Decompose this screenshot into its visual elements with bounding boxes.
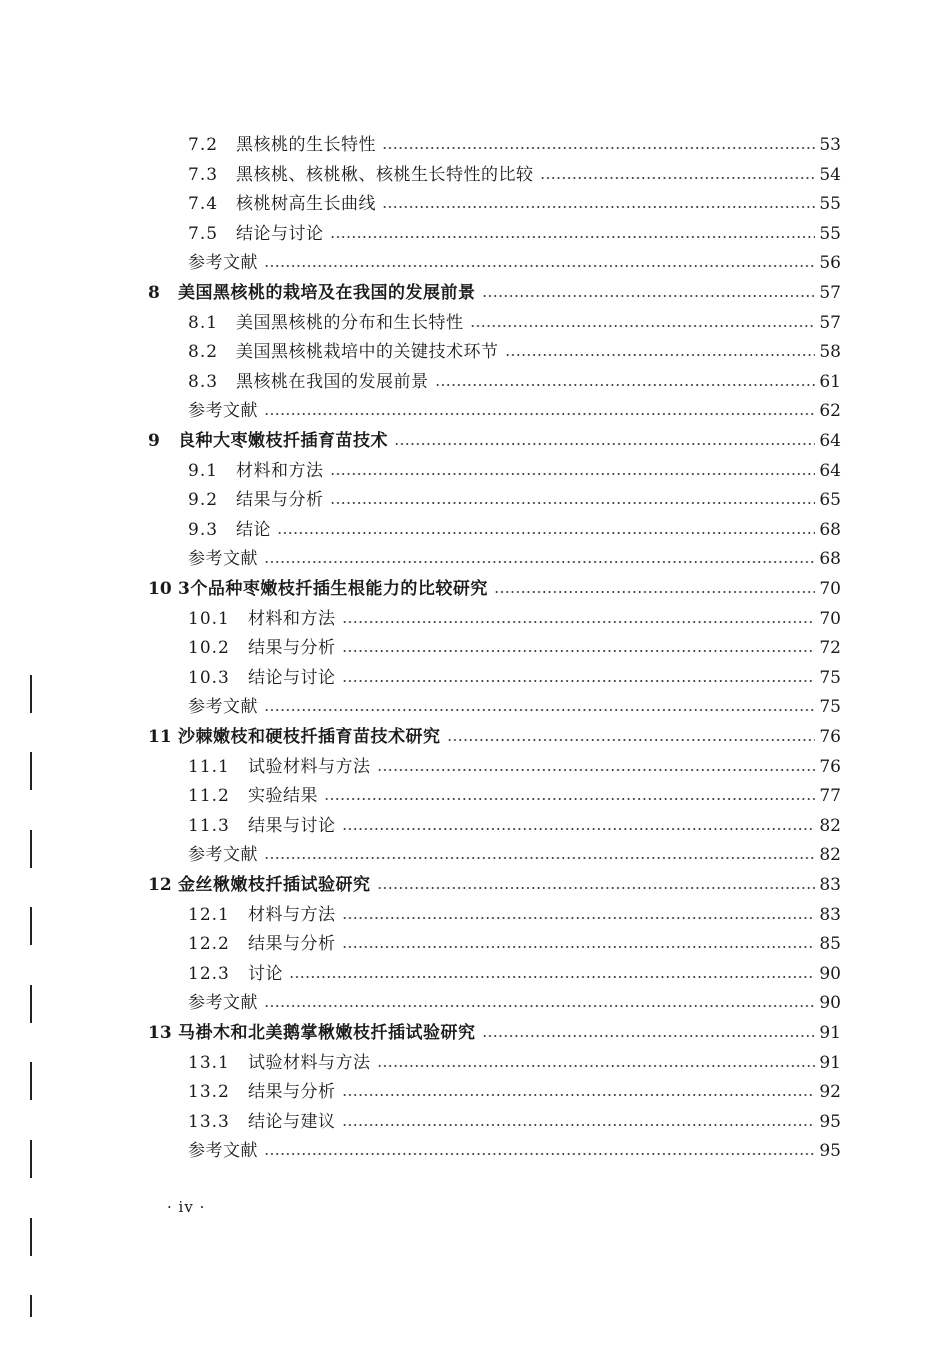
dot-leader (342, 1093, 816, 1097)
toc-entry-page-number: 62 (819, 401, 841, 422)
toc-entry-title: 美国黑核桃的分布和生长特性 (236, 312, 464, 333)
dot-leader (342, 827, 816, 831)
dot-leader (289, 975, 815, 979)
dot-leader (342, 1123, 816, 1127)
toc-entry-title: 参考文献 (188, 1141, 258, 1162)
toc-entry-page-number: 57 (819, 283, 841, 303)
toc-section-entry[interactable] (188, 1139, 841, 1163)
toc-entry-title: 结果与讨论 (248, 815, 336, 836)
toc-entry-page-number: 57 (819, 312, 841, 333)
toc-entry-title: 材料和方法 (236, 460, 324, 481)
toc-section-entry[interactable] (188, 370, 841, 394)
toc-entry-number: 12.1 (188, 904, 230, 925)
dot-leader (505, 353, 816, 357)
dot-leader (264, 1152, 815, 1156)
toc-entry-page-number: 90 (819, 963, 841, 984)
dot-leader (264, 856, 815, 860)
toc-section-entry[interactable] (188, 311, 841, 335)
toc-entry-number: 11.3 (188, 815, 230, 836)
toc-entry-title: 黑核桃的生长特性 (236, 135, 376, 155)
dot-leader (264, 264, 815, 268)
toc-entry-number: 12.3 (188, 963, 230, 984)
toc-entry-number: 8.3 (188, 371, 219, 392)
dot-leader (377, 768, 816, 772)
dot-leader (494, 590, 815, 594)
toc-entry-title: 参考文献 (188, 697, 258, 718)
toc-entry-number: 10 (148, 579, 172, 599)
dot-leader (394, 442, 815, 446)
toc-section-entry[interactable] (188, 607, 841, 631)
dot-leader (382, 146, 815, 150)
toc-entry-page-number: 68 (819, 549, 841, 570)
toc-section-entry[interactable] (188, 666, 841, 690)
toc-entry-page-number: 70 (819, 579, 841, 599)
toc-section-entry[interactable] (188, 459, 841, 483)
toc-entry-page-number: 76 (819, 756, 841, 777)
toc-entry-title: 金丝楸嫩枝扦插试验研究 (178, 875, 371, 895)
toc-entry-title: 试验材料与方法 (248, 756, 371, 777)
toc-chapter-entry[interactable] (148, 577, 841, 601)
toc-entry-page-number: 64 (819, 460, 841, 481)
toc-section-entry[interactable] (188, 755, 841, 779)
toc-entry-title: 美国黑核桃的栽培及在我国的发展前景 (178, 283, 476, 303)
toc-section-entry[interactable] (188, 814, 841, 838)
toc-section-entry[interactable] (188, 488, 841, 512)
dot-leader (330, 235, 816, 239)
toc-chapter-entry[interactable] (148, 1021, 841, 1045)
dot-leader (342, 620, 816, 624)
toc-entry-number: 8 (148, 283, 160, 303)
toc-entry-number: 7.3 (188, 164, 219, 185)
toc-entry-number: 9.1 (188, 460, 219, 481)
toc-entry-number: 13.2 (188, 1082, 230, 1103)
dot-leader (342, 679, 816, 683)
toc-entry-title: 3个品种枣嫩枝扦插生根能力的比较研究 (178, 579, 488, 599)
toc-entry-page-number: 75 (819, 697, 841, 718)
toc-entry-page-number: 64 (819, 431, 841, 451)
toc-entry-page-number: 82 (819, 845, 841, 866)
toc-entry-title: 参考文献 (188, 845, 258, 866)
page-number-footer: · iv · (167, 1198, 206, 1216)
dot-leader (377, 1064, 816, 1068)
dot-leader (377, 886, 816, 890)
dot-leader (342, 649, 816, 653)
toc-entry-number: 12.2 (188, 934, 230, 955)
toc-entry-page-number: 95 (819, 1141, 841, 1162)
toc-entry-page-number: 75 (819, 667, 841, 688)
toc-entry-number: 10.1 (188, 608, 230, 629)
toc-entry-page-number: 77 (819, 786, 841, 807)
toc-entry-page-number: 83 (819, 875, 841, 895)
toc-section-entry[interactable] (188, 843, 841, 867)
toc-entry-title: 结论与讨论 (236, 223, 324, 244)
toc-entry-number: 10.3 (188, 667, 230, 688)
toc-entry-page-number: 83 (819, 904, 841, 925)
toc-entry-number: 7.2 (188, 135, 219, 155)
toc-entry-number: 9 (148, 431, 160, 451)
toc-entry-number: 8.2 (188, 342, 219, 363)
toc-entry-page-number: 76 (819, 727, 841, 747)
toc-entry-title: 讨论 (248, 963, 283, 984)
dot-leader (382, 205, 815, 209)
toc-section-entry[interactable] (188, 903, 841, 927)
toc-entry-title: 参考文献 (188, 993, 258, 1014)
toc-entry-number: 7.5 (188, 223, 219, 244)
toc-entry-page-number: 90 (819, 993, 841, 1014)
toc-section-entry[interactable] (188, 991, 841, 1015)
toc-entry-number: 11.1 (188, 756, 230, 777)
toc-entry-title: 沙棘嫩枝和硬枝扦插育苗技术研究 (178, 727, 441, 747)
toc-entry-page-number: 58 (819, 342, 841, 363)
toc-section-entry[interactable] (188, 1051, 841, 1075)
toc-entry-title: 结果与分析 (248, 1082, 336, 1103)
toc-entry-title: 结论与建议 (248, 1111, 336, 1132)
toc-entry-number: 13 (148, 1023, 172, 1043)
dot-leader (264, 560, 815, 564)
toc-entry-title: 黑核桃、核桃楸、核桃生长特性的比较 (236, 164, 534, 185)
toc-entry-page-number: 56 (819, 253, 841, 274)
toc-section-entry[interactable] (188, 962, 841, 986)
toc-entry-title: 结果与分析 (248, 934, 336, 955)
toc-section-entry[interactable] (188, 133, 841, 157)
toc-entry-page-number: 82 (819, 815, 841, 836)
toc-entry-title: 结论与讨论 (248, 667, 336, 688)
toc-entry-page-number: 61 (819, 371, 841, 392)
toc-section-entry[interactable] (188, 222, 841, 246)
toc-entry-page-number: 95 (819, 1111, 841, 1132)
toc-entry-number: 13.1 (188, 1052, 230, 1073)
toc-entry-number: 8.1 (188, 312, 219, 333)
scan-margin-mark (30, 675, 32, 713)
toc-entry-page-number: 54 (819, 164, 841, 185)
toc-entry-title: 结果与分析 (248, 638, 336, 659)
toc-entry-page-number: 68 (819, 519, 841, 540)
toc-entry-page-number: 65 (819, 490, 841, 511)
dot-leader (342, 945, 816, 949)
scan-margin-mark (30, 1062, 32, 1100)
scan-margin-mark (30, 985, 32, 1023)
toc-chapter-entry[interactable] (148, 725, 841, 749)
toc-entry-title: 参考文献 (188, 401, 258, 422)
toc-section-entry[interactable] (188, 340, 841, 364)
toc-entry-page-number: 91 (819, 1023, 841, 1043)
toc-entry-page-number: 55 (819, 194, 841, 215)
scan-margin-mark (30, 830, 32, 868)
toc-entry-number: 9.2 (188, 490, 219, 511)
toc-entry-number: 7.4 (188, 194, 219, 215)
toc-entry-number: 11 (148, 727, 172, 747)
dot-leader (470, 324, 816, 328)
toc-entry-title: 实验结果 (248, 786, 318, 807)
scan-margin-mark (30, 907, 32, 945)
toc-section-entry[interactable] (188, 192, 841, 216)
dot-leader (324, 797, 815, 801)
toc-entry-title: 参考文献 (188, 549, 258, 570)
toc-entry-title: 良种大枣嫩枝扦插育苗技术 (178, 431, 388, 451)
toc-section-entry[interactable] (188, 695, 841, 719)
toc-section-entry[interactable] (188, 399, 841, 423)
toc-entry-page-number: 53 (819, 135, 841, 155)
toc-chapter-entry[interactable] (148, 281, 841, 305)
dot-leader (330, 472, 816, 476)
toc-chapter-entry[interactable] (148, 873, 841, 897)
toc-entry-number: 12 (148, 875, 172, 895)
dot-leader (540, 176, 816, 180)
dot-leader (342, 916, 816, 920)
toc-entry-page-number: 91 (819, 1052, 841, 1073)
toc-entry-title: 马褂木和北美鹅掌楸嫩枝扦插试验研究 (178, 1023, 476, 1043)
toc-section-entry[interactable] (188, 932, 841, 956)
toc-chapter-entry[interactable] (148, 429, 841, 453)
scan-margin-mark (30, 1218, 32, 1256)
toc-entry-title: 美国黑核桃栽培中的关键技术环节 (236, 342, 499, 363)
toc-entry-title: 材料和方法 (248, 608, 336, 629)
toc-section-entry[interactable] (188, 784, 841, 808)
toc-section-entry[interactable] (188, 636, 841, 660)
toc-section-entry[interactable] (188, 547, 841, 571)
toc-section-entry[interactable] (188, 163, 841, 187)
dot-leader (482, 294, 816, 298)
scan-margin-mark (30, 752, 32, 790)
dot-leader (482, 1034, 816, 1038)
dot-leader (264, 708, 815, 712)
toc-entry-title: 材料与方法 (248, 904, 336, 925)
toc-entry-page-number: 55 (819, 223, 841, 244)
dot-leader (435, 383, 816, 387)
scan-margin-mark (30, 1140, 32, 1178)
toc-entry-title: 黑核桃在我国的发展前景 (236, 371, 429, 392)
toc-entry-number: 10.2 (188, 638, 230, 659)
dot-leader (277, 531, 815, 535)
toc-entry-page-number: 72 (819, 638, 841, 659)
scan-margin-mark (30, 1295, 32, 1317)
toc-entry-number: 11.2 (188, 786, 230, 807)
toc-entry-title: 试验材料与方法 (248, 1052, 371, 1073)
toc-entry-page-number: 92 (819, 1082, 841, 1103)
toc-entry-title: 核桃树高生长曲线 (236, 194, 376, 215)
toc-entry-page-number: 85 (819, 934, 841, 955)
toc-section-entry[interactable] (188, 251, 841, 275)
toc-entry-number: 9.3 (188, 519, 219, 540)
toc-entry-title: 参考文献 (188, 253, 258, 274)
dot-leader (264, 412, 815, 416)
toc-section-entry[interactable] (188, 518, 841, 542)
dot-leader (264, 1004, 815, 1008)
toc-section-entry[interactable] (188, 1110, 841, 1134)
dot-leader (330, 501, 816, 505)
toc-section-entry[interactable] (188, 1080, 841, 1104)
toc-entry-page-number: 70 (819, 608, 841, 629)
toc-entry-title: 结论 (236, 519, 271, 540)
dot-leader (447, 738, 816, 742)
toc-entry-title: 结果与分析 (236, 490, 324, 511)
toc-entry-number: 13.3 (188, 1111, 230, 1132)
